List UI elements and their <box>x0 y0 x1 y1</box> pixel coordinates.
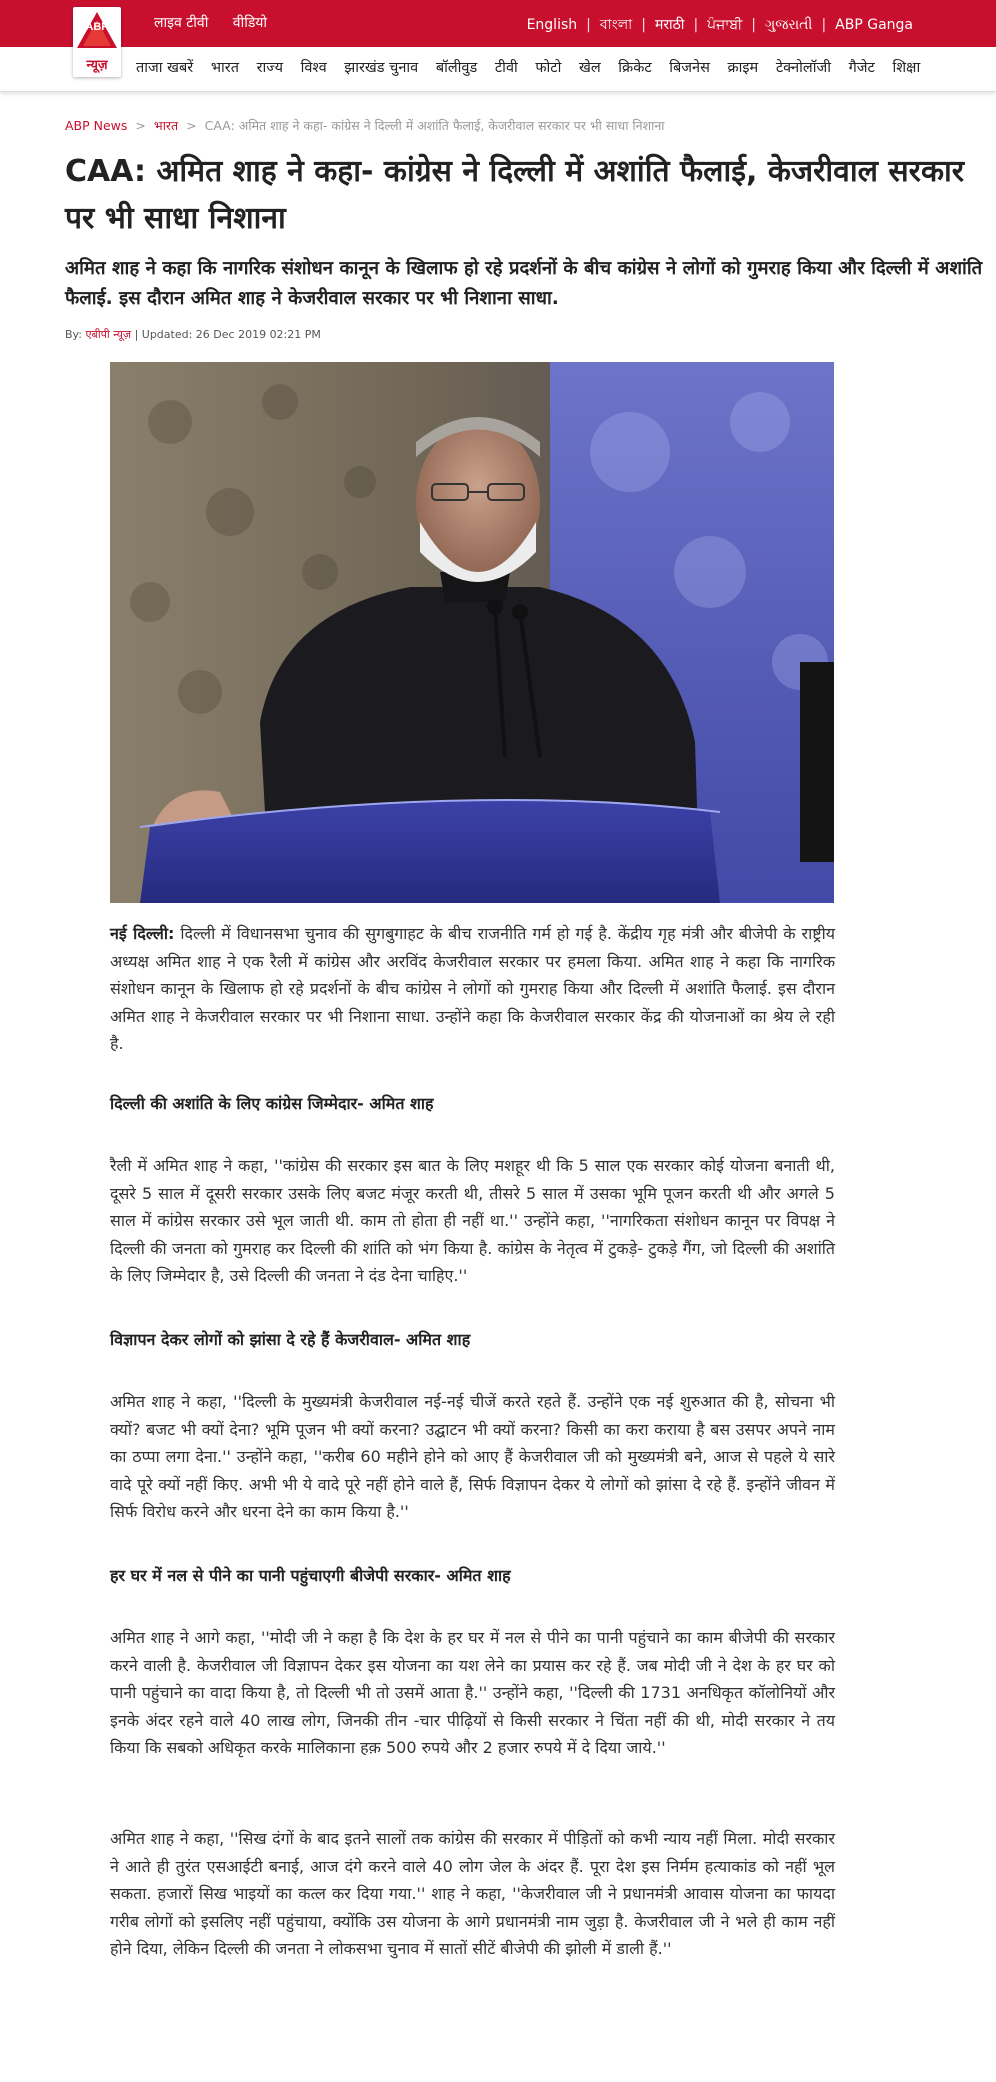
nav-item-states[interactable]: राज्य <box>256 60 283 76</box>
lang-abp-ganga-link[interactable]: ABP Ganga <box>835 17 913 33</box>
separator: | <box>693 17 699 33</box>
separator: | <box>586 17 591 33</box>
article-summary: अमित शाह ने कहा कि नागरिक संशोधन कानून के खिलाफ हो रहे प्रदर्शनों के बीच कांग्रेस ने लोगों को गुमराह किया और दिल्ली में अशांति फैलाई. इस दौरान अमित शाह ने केजरीवाल सरकार पर भी निशाना साधा. <box>65 258 983 309</box>
separator: | <box>751 17 757 33</box>
byline-by-label: By: <box>65 328 82 341</box>
nav-item-sports[interactable]: खेल <box>578 60 601 76</box>
article-photo <box>110 362 834 903</box>
subheading-3: हर घर में नल से पीने का पानी पहुंचाएगी बीजेपी सरकार- अमित शाह <box>110 1566 511 1585</box>
live-tv-link[interactable]: लाइव टीवी <box>154 15 209 31</box>
lang-gujarati-link[interactable]: ગુજરાતી <box>765 17 813 33</box>
breadcrumb-separator: > <box>186 118 197 133</box>
video-link[interactable]: वीडियो <box>232 15 268 31</box>
nav-item-gadget[interactable]: गैजेट <box>848 60 875 76</box>
speaker-photo-illustration <box>110 362 834 903</box>
lang-marathi-link[interactable]: मराठी <box>654 17 685 33</box>
nav-item-business[interactable]: बिजनेस <box>669 60 710 76</box>
breadcrumb-section-link[interactable]: भारत <box>153 118 179 133</box>
dateline: नई दिल्ली: <box>110 924 175 943</box>
separator: | <box>821 17 827 33</box>
paragraph-5: अमित शाह ने कहा, ''सिख दंगों के बाद इतने सालों तक कांग्रेस की सरकार में पीड़ितों को कभी न्याय नहीं मिला. मोदी सरकार ने आते ही तुरंत एसआईटी बनाई, आज दंगे करने वाले 40 लोग जेल के अंदर हैं. पूरा देश इस निर्मम हत्याकांड को नहीं भूल सकता. हजारों सिख भाइयों का कत्ल कर दिया गया.'' शाह ने कहा, ''केजरीवाल जी ने प्रधानमंत्री आवास योजना का फायदा गरीब लोगों को इसलिए नहीं पहुंचाया, क्योंकि उस योजना के आगे प्रधानमंत्री नाम जुड़ा है. केजरीवाल जी ने भले ही काम नहीं होने दिया, लेकिन दिल्ली की जनता ने लोकसभा चुनाव में सातों सीटें बीजेपी की झोली में डाली हैं.'' <box>110 1829 835 1958</box>
logo-news-text: न्यूज़ <box>86 58 108 73</box>
nav-item-technology[interactable]: टेक्नोलॉजी <box>775 60 831 76</box>
byline-updated-label: | Updated: <box>134 328 193 341</box>
main-nav <box>0 47 996 92</box>
article-intro <box>110 920 835 1058</box>
byline-author-link[interactable]: एबीपी न्यूज़ <box>85 328 132 341</box>
top-links <box>154 13 287 32</box>
breadcrumb-home-link[interactable]: ABP News <box>65 118 128 133</box>
nav-item-world[interactable]: विश्व <box>300 60 327 76</box>
nav-item-crime[interactable]: क्राइम <box>727 60 759 76</box>
logo-abp-text: ABP <box>85 21 109 33</box>
separator: | <box>641 17 646 33</box>
lang-bangla-link[interactable]: বাংলা <box>599 17 633 33</box>
breadcrumb <box>65 117 665 134</box>
paragraph-4: अमित शाह ने आगे कहा, ''मोदी जी ने कहा है कि देश के हर घर में नल से पीने का पानी पहुंचाने का काम बीजेपी की सरकार करने वाली है. केजरीवाल जी विज्ञापन देकर इस योजना का यश लेने का प्रयास कर रहे हैं. जब मोदी जी ने देश के हर घर को पानी पहुंचाने का वादा किया है, तो दिल्ली भी तो उसमें आता है.'' उन्होंने कहा, ''दिल्ली की 1731 अनधिकृत कॉलोनियों और इनके अंदर रहने वाले 40 लाख लोग, जिनकी तीन -चार पीढ़ियों से किसी सरकार ने चिंता नहीं की थी, मोदी सरकार ने तय किया कि सबको अधिकृत करके मालिकाना हक़ 500 रुपये और 2 हजार रुपये में दे दिया जाये.'' <box>110 1628 835 1757</box>
byline-updated-time: 26 Dec 2019 02:21 PM <box>195 328 321 341</box>
language-links <box>527 13 913 37</box>
subheading-2: विज्ञापन देकर लोगों को झांसा दे रहे हैं केजरीवाल- अमित शाह <box>110 1330 471 1349</box>
breadcrumb-separator: > <box>135 118 146 133</box>
intro-text: दिल्ली में विधानसभा चुनाव की सुगबुगाहट के बीच राजनीति गर्म हो गई है. केंद्रीय गृह मंत्री और बीजेपी के राष्ट्रीय अध्यक्ष अमित शाह ने एक रैली में कांग्रेस और अरविंद केजरीवाल सरकार पर हमला किया. अमित शाह ने कहा कि नागरिक संशोधन कानून के खिलाफ हो रहे प्रदर्शनों के बीच कांग्रेस ने लोगों को गुमराह किया और दिल्ली में अशांति फैलाई. इस दौरान अमित शाह ने केजरीवाल सरकार पर भी निशाना साधा. उन्होंने कहा कि केजरीवाल सरकार केंद्र की योजनाओं का श्रेय ले रही है. <box>110 924 835 1053</box>
abp-news-logo[interactable] <box>73 7 121 77</box>
nav-item-india[interactable]: भारत <box>210 60 239 76</box>
nav-item-cricket[interactable]: क्रिकेट <box>618 60 652 76</box>
nav-item-photo[interactable]: फोटो <box>535 60 562 76</box>
nav-item-latest[interactable]: ताजा खबरें <box>136 60 194 76</box>
subheading-1: दिल्ली की अशांति के लिए कांग्रेस जिम्मेदार- अमित शाह <box>110 1094 434 1113</box>
paragraph-2: रैली में अमित शाह ने कहा, ''कांग्रेस की सरकार इस बात के लिए मशहूर थी कि 5 साल एक सरकार कोई योजना बनाती थी, दूसरे 5 साल में दूसरी सरकार उसके लिए बजट मंजूर करती थी, तीसरे 5 साल में उसका भूमि पूजन करती थी और अगले 5 साल में कांग्रेस सरकार उसे भूल जाती थी. काम तो होता ही नहीं था.'' उन्होंने कहा, ''नागरिकता संशोधन कानून पर विपक्ष ने दिल्ली की जनता को गुमराह कर दिल्ली की शांति को भंग किया है. कांग्रेस के नेतृत्व में टुकड़े- टुकड़े गैंग, जो दिल्ली की अशांति के लिए जिम्मेदार है, उसे दिल्ली की जनता ने दंड देना चाहिए.'' <box>110 1156 835 1285</box>
nav-item-tv[interactable]: टीवी <box>494 60 518 76</box>
article-headline: CAA: अमित शाह ने कहा- कांग्रेस ने दिल्ली में अशांति फैलाई, केजरीवाल सरकार पर भी साधा निशाना <box>65 154 965 236</box>
lang-punjabi-link[interactable]: ਪੰਜਾਬੀ <box>707 17 743 33</box>
article-byline <box>65 327 321 342</box>
nav-item-jharkhand-election[interactable]: झारखंड चुनाव <box>344 60 419 76</box>
nav-item-education[interactable]: शिक्षा <box>892 60 921 76</box>
nav-item-bollywood[interactable]: बॉलीवुड <box>435 60 478 76</box>
paragraph-3: अमित शाह ने कहा, ''दिल्ली के मुख्यमंत्री केजरीवाल नई-नई चीजें करते रहते हैं. उन्होंने एक नई शुरुआत की है, सोचना भी क्यों? बजट भी क्यों देना? भूमि पूजन भी क्यों करना? उद्घाटन भी क्यों करना? किसी का करा कराया है बस उसपर अपने नाम का ठप्पा लगा देना.'' उन्होंने कहा, ''करीब 60 महीने होने को आए हैं केजरीवाल जी को मुख्यमंत्री बने, आज से पहले ये सारे वादे पूरे क्यों नहीं किए. अभी भी ये वादे पूरे नहीं होने वाले हैं, सिर्फ विज्ञापन देकर ये लोगों को झांसा दे रहे हैं. इन्होंने जीवन में सिर्फ विरोध करने और धरना देने का काम किया है.'' <box>110 1392 835 1521</box>
lang-english-link[interactable]: English <box>526 17 578 33</box>
breadcrumb-current: CAA: अमित शाह ने कहा- कांग्रेस ने दिल्ली में अशांति फैलाई, केजरीवाल सरकार पर भी साधा निशाना <box>204 118 665 133</box>
top-bar <box>0 0 996 47</box>
